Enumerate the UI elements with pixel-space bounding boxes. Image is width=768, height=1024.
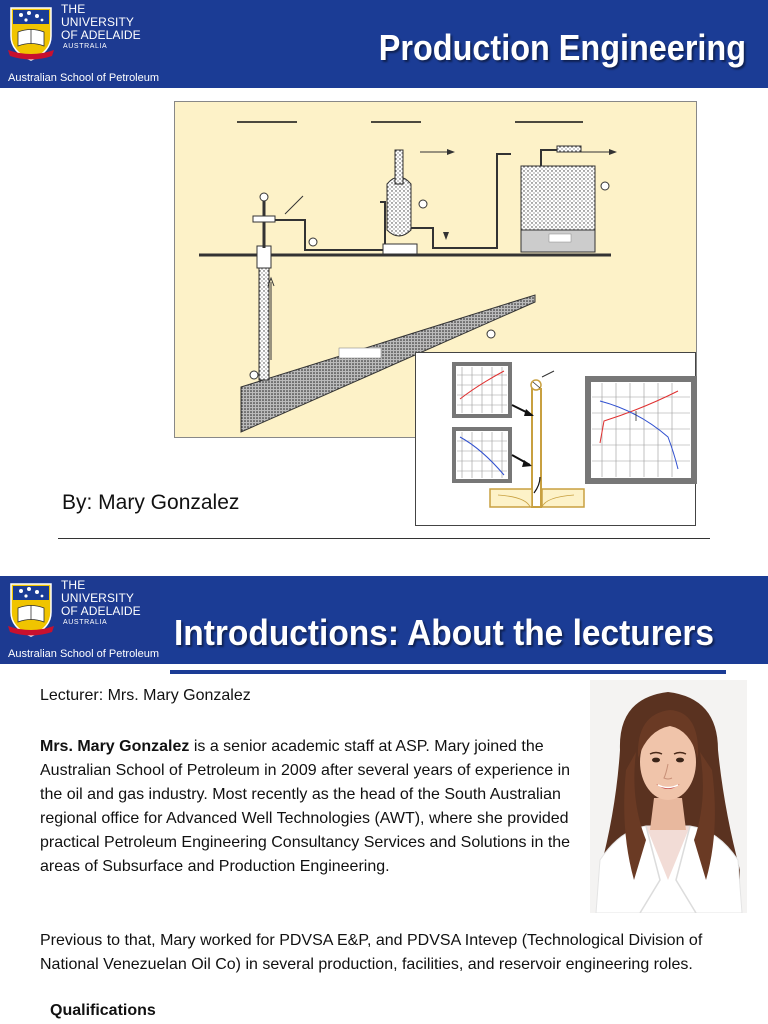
university-logo xyxy=(0,0,160,88)
qualifications-heading: Qualifications xyxy=(50,1002,156,1019)
university-crest-icon xyxy=(8,6,54,62)
university-logo xyxy=(0,576,160,664)
slide-title: Introductions: About the lecturers xyxy=(174,612,715,653)
university-name: THE UNIVERSITY OF ADELAIDE AUSTRALIA xyxy=(61,578,141,626)
lecturer-name: Mrs. Mary Gonzalez xyxy=(40,738,190,755)
slide-divider xyxy=(58,538,710,539)
nodal-analysis-illustration xyxy=(416,353,697,527)
lecturer-portrait-image xyxy=(590,680,747,913)
author-byline: By: Mary Gonzalez xyxy=(62,491,240,514)
slide1-banner xyxy=(0,0,768,88)
lecturer-history: Previous to that, Mary worked for PDVSA E&P, and PDVSA Intevep (Technological Division of National Venezuelan Oil Co) in several production, facilities, and reservoir engineering roles. xyxy=(40,932,703,973)
school-name: Australian School of Petroleum xyxy=(8,72,160,84)
nodal-analysis-inset xyxy=(415,352,696,526)
lecturer-photo xyxy=(590,680,747,913)
university-crest-icon xyxy=(8,582,54,638)
university-name: THE UNIVERSITY OF ADELAIDE AUSTRALIA xyxy=(61,2,141,50)
bio-text: is a senior academic staff at ASP. Mary joined the Australian School of Petroleum in 2009 after several years of experience in the oil and gas industry. Most recently as the head of the South Australian regional office for Advanced Well Technologies (AWT), where she provided practical Petroleum Engineering Consultancy Services and Solutions in the areas of Subsurface and Production Engineering. xyxy=(40,738,571,875)
title-underline xyxy=(170,670,726,674)
slide-title: Production Engineering xyxy=(378,27,746,68)
lecturer-line: Lecturer: Mrs. Mary Gonzalez xyxy=(40,687,251,704)
school-name: Australian School of Petroleum xyxy=(8,648,160,660)
lecturer-bio xyxy=(40,735,580,879)
